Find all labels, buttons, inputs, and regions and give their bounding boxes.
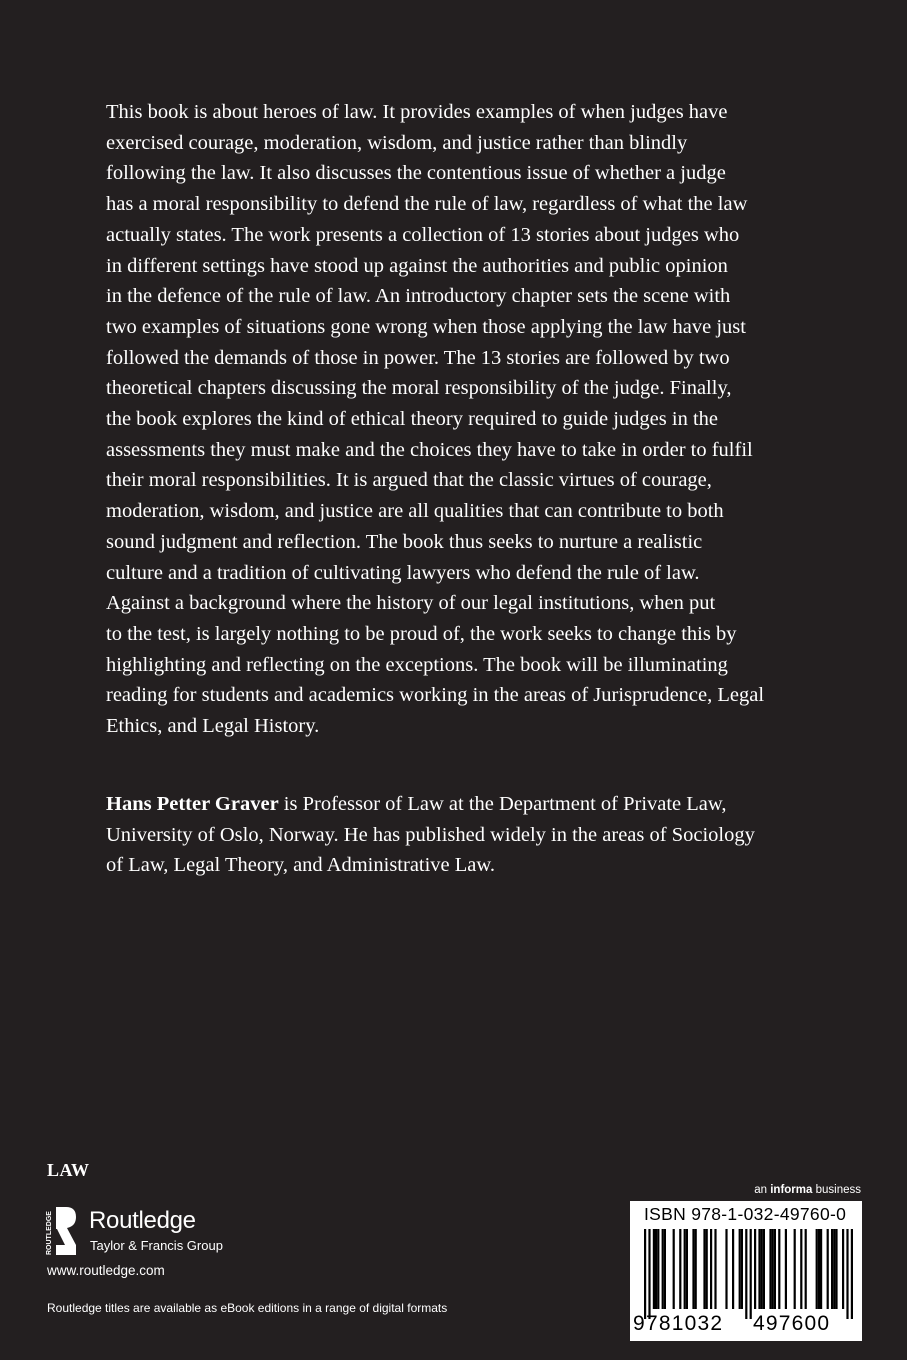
isbn-text: ISBN 978-1-032-49760-0 <box>644 1204 847 1224</box>
barcode-bar <box>644 1229 646 1319</box>
barcode-bar <box>805 1229 807 1309</box>
barcode-bar <box>833 1229 835 1309</box>
book-description <box>106 97 806 742</box>
barcode-bar <box>772 1229 774 1309</box>
bio-text: is Professor of Law at the Department of Private Law, <box>278 793 727 815</box>
bio-line: University of Oslo, Norway. He has published widely in the areas of Sociology <box>106 823 755 846</box>
barcode-bar <box>758 1229 760 1309</box>
description-line: sound judgment and reflection. The book thus seeks to nurture a realistic <box>106 530 703 553</box>
description-line: in the defence of the rule of law. An introductory chapter sets the scene with <box>106 285 731 308</box>
barcode-first-digit: 9 <box>633 1312 645 1335</box>
barcode-bar <box>684 1229 686 1309</box>
barcode-bar <box>655 1229 657 1309</box>
barcode-bar <box>695 1229 697 1309</box>
description-line: reading for students and academics working in the areas of Jurisprudence, Legal <box>106 684 765 707</box>
description-line: following the law. It also discusses the contentious issue of whether a judge <box>106 162 726 185</box>
description-line: This book is about heroes of law. It provides examples of when judges have <box>106 101 728 123</box>
description-line: Against a background where the history of our legal institutions, when put <box>106 592 716 615</box>
publisher-name: Routledge <box>89 1207 196 1234</box>
barcode-bar <box>842 1229 844 1309</box>
bio-line <box>106 789 826 820</box>
description-line: their moral responsibilities. It is argued that the classic virtues of courage, <box>106 469 712 492</box>
description-line: in different settings have stood up against the authorities and public opinion <box>106 254 728 277</box>
logo-vertical-text: ROUTLEDGE <box>46 1211 53 1255</box>
barcode-bar <box>664 1229 666 1309</box>
bio-line: of Law, Legal Theory, and Administrative Law. <box>106 854 495 877</box>
barcode-bar <box>831 1229 833 1309</box>
publisher-url[interactable]: www.routledge.com <box>47 1263 165 1278</box>
description-line: actually states. The work presents a collection of 13 stories about judges who <box>106 223 740 246</box>
description-line: assessments they must make and the choices they have to take in order to fulfil <box>106 438 753 461</box>
description-line: exercised courage, moderation, wisdom, and justice rather than blindly <box>106 131 688 154</box>
description-line: to the test, is largely nothing to be proud of, the work seeks to change this by <box>106 622 737 645</box>
barcode-bar <box>679 1229 681 1309</box>
description-line: moderation, wisdom, and justice are all qualities that can contribute to both <box>106 500 724 523</box>
barcode-bar <box>763 1229 765 1309</box>
barcode-bar <box>778 1229 780 1309</box>
barcode-bar <box>686 1229 688 1309</box>
informa-brand: informa <box>770 1184 813 1196</box>
barcode-bar <box>818 1229 820 1309</box>
barcode-bar <box>794 1229 796 1309</box>
barcode-bar <box>816 1229 818 1309</box>
barcode-bar <box>706 1229 708 1309</box>
barcode-bar <box>761 1229 763 1309</box>
barcode-bar <box>710 1229 712 1309</box>
barcode-bar <box>754 1229 756 1309</box>
barcode-bar <box>774 1229 776 1309</box>
author-name: Hans Petter Graver <box>106 793 279 815</box>
barcode-bar <box>835 1229 837 1309</box>
description-line: has a moral responsibility to defend the rule of law, regardless of what the law <box>106 193 748 216</box>
barcode-bar <box>741 1229 743 1309</box>
barcode-bar <box>714 1229 716 1309</box>
author-bio <box>106 789 826 881</box>
description-line: two examples of situations gone wrong when those applying the law have just <box>106 315 746 338</box>
description-line: theoretical chapters discussing the moral responsibility of the judge. Finally, <box>106 377 732 400</box>
barcode-bar <box>662 1229 664 1309</box>
barcode-bar <box>732 1229 734 1309</box>
barcode-bar <box>800 1229 802 1309</box>
barcode-bar <box>769 1229 771 1309</box>
routledge-logo-icon <box>42 1205 78 1257</box>
isbn-barcode <box>630 1201 862 1341</box>
barcode-bar <box>851 1229 853 1319</box>
barcode-left-digits: 781032 <box>646 1312 724 1335</box>
informa-suffix: business <box>815 1184 861 1196</box>
description-line: Ethics, and Legal History. <box>106 715 320 738</box>
barcode-bar <box>692 1229 694 1309</box>
barcode-bar <box>846 1229 848 1319</box>
description-line: highlighting and reflecting on the exceptions. The book will be illuminating <box>106 653 728 676</box>
ebook-note: Routledge titles are available as eBook editions in a range of digital formats <box>47 1301 448 1315</box>
barcode-bar <box>648 1229 650 1319</box>
barcode-bar <box>673 1229 675 1309</box>
subject-category: LAW <box>47 1160 90 1180</box>
barcode-bar <box>750 1229 752 1319</box>
barcode-bar <box>657 1229 659 1309</box>
barcode-bar <box>703 1229 705 1309</box>
barcode-bar <box>820 1229 822 1309</box>
barcode-bar <box>739 1229 741 1309</box>
barcode-bar <box>785 1229 787 1309</box>
barcode-bar <box>745 1229 747 1319</box>
description-line: culture and a tradition of cultivating lawyers who defend the rule of law. <box>106 561 700 584</box>
barcode-bar <box>827 1229 829 1309</box>
publisher-group: Taylor & Francis Group <box>90 1238 223 1253</box>
description-line: the book explores the kind of ethical theory required to guide judges in the <box>106 408 718 431</box>
description-line: followed the demands of those in power. The 13 stories are followed by two <box>106 346 730 369</box>
informa-tagline <box>754 1184 861 1196</box>
barcode-right-digits: 497600 <box>753 1312 831 1335</box>
informa-prefix: an <box>754 1184 768 1196</box>
barcode-bar <box>725 1229 727 1309</box>
barcode-bar <box>653 1229 655 1309</box>
